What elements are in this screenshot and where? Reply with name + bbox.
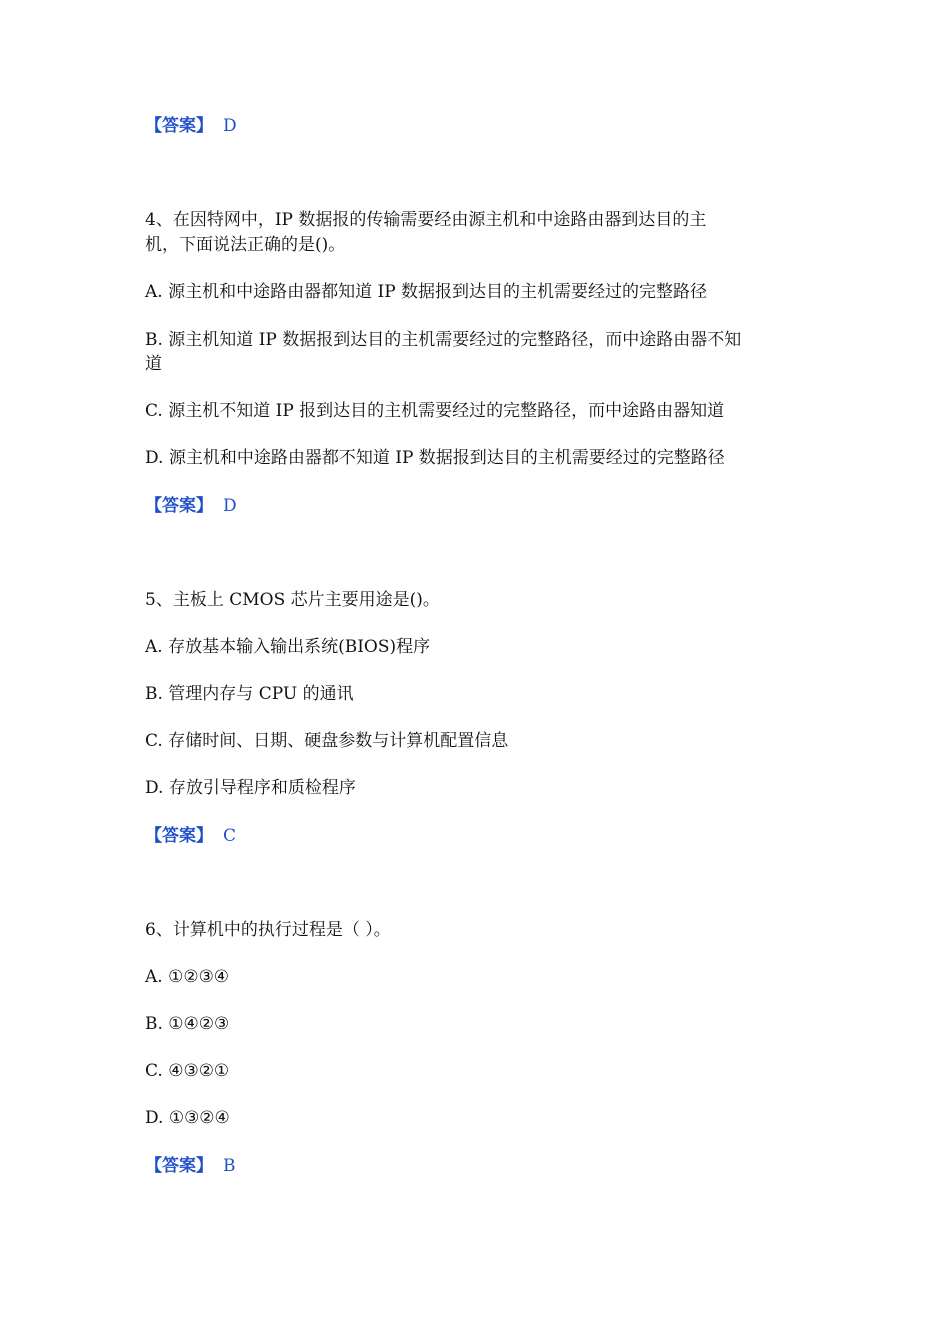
answer-label: 【答案】 [145,496,213,516]
answer-row [145,114,237,138]
answer-row [145,494,237,518]
answer-value: B [223,1156,236,1176]
option-a: A. 存放基本输入输出系统(BIOS)程序 [145,637,431,657]
answer-label: 【答案】 [145,116,213,136]
option-c: C. 存储时间、日期、硬盘参数与计算机配置信息 [145,731,509,751]
answer-row [145,824,236,848]
option-b: B. ①④②③ [145,1014,230,1034]
option-b: B. 源主机知道 IP 数据报到达目的主机需要经过的完整路径，而中途路由器不知 [145,330,742,350]
answer-value: D [223,116,237,136]
question-stem: 4、在因特网中，IP 数据报的传输需要经由源主机和中途路由器到达目的主 [145,210,707,230]
answer-row [145,1154,236,1178]
option-d: D. 存放引导程序和质检程序 [145,778,356,798]
option-d: D. 源主机和中途路由器都不知道 IP 数据报到达目的主机需要经过的完整路径 [145,448,725,468]
option-b: 道 [145,354,162,374]
option-a: A. 源主机和中途路由器都知道 IP 数据报到达目的主机需要经过的完整路径 [145,282,708,302]
question-stem: 6、计算机中的执行过程是（ ）。 [145,920,391,940]
question-stem: 5、主板上 CMOS 芯片主要用途是()。 [145,590,440,610]
question-stem: 机，下面说法正确的是()。 [145,235,346,255]
answer-value: D [223,496,237,516]
answer-label: 【答案】 [145,826,213,846]
option-d: D. ①③②④ [145,1108,230,1128]
option-c: C. 源主机不知道 IP 报到达目的主机需要经过的完整路径，而中途路由器知道 [145,401,725,421]
option-b: B. 管理内存与 CPU 的通讯 [145,684,354,704]
option-c: C. ④③②① [145,1061,230,1081]
answer-value: C [223,826,237,846]
answer-label: 【答案】 [145,1156,213,1176]
option-a: A. ①②③④ [145,967,230,987]
